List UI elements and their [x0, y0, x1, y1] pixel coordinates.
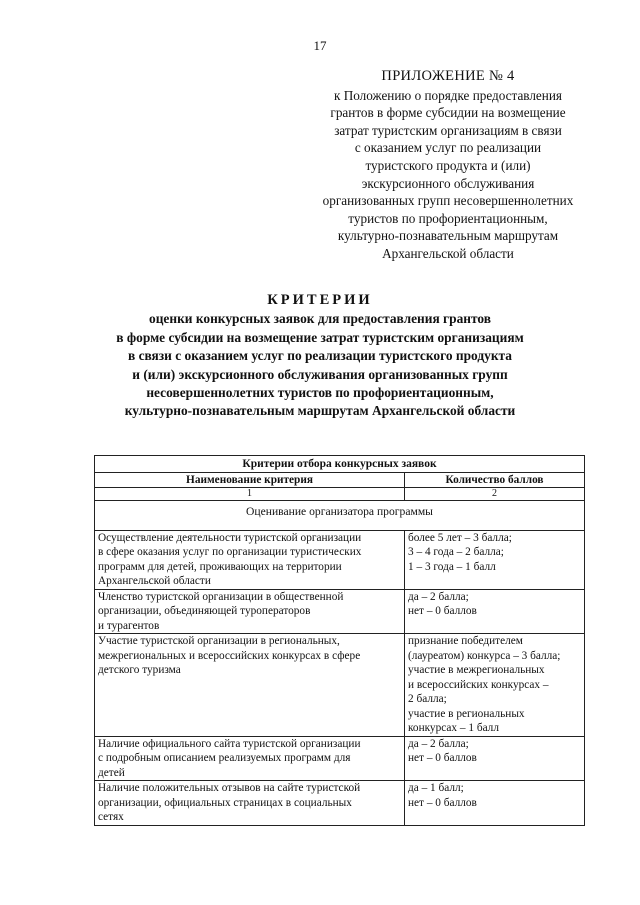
points-line: да – 2 балла; — [408, 737, 469, 750]
page-number: 17 — [313, 38, 327, 53]
section-row — [95, 501, 585, 531]
points-line: участие в региональных — [408, 707, 525, 720]
appendix-block — [298, 68, 598, 263]
appendix-line: туристов по профориентационным, — [348, 210, 548, 226]
criteria-line: в форме субсидии на возмещение затрат туристским организациям — [116, 329, 524, 345]
criteria-title: КРИТЕРИИ — [267, 292, 373, 308]
appendix-line: экскурсионного обслуживания — [361, 175, 535, 191]
criterion-line: Осуществление деятельности туристской организации — [98, 531, 362, 544]
points-cell — [405, 530, 585, 589]
column-header-criterion: Наименование критерия — [95, 472, 405, 488]
criterion-line: Архангельской области — [98, 575, 211, 587]
criterion-line: сетях — [98, 811, 124, 823]
appendix-line: с оказанием услуг по реализации — [354, 140, 542, 156]
criterion-cell — [95, 589, 405, 634]
criterion-line: организации, официальных страницах в социальных — [98, 796, 352, 809]
points-cell — [405, 589, 585, 634]
table-row — [95, 530, 585, 589]
table-row — [95, 736, 585, 781]
appendix-line: грантов в форме субсидии на возмещение — [330, 105, 566, 121]
table-row — [95, 781, 585, 826]
criterion-line: и турагентов — [98, 619, 160, 632]
appendix-line: к Положению о порядке предоставления — [334, 87, 562, 103]
criterion-line: Участие туристской организации в региональных, — [98, 635, 340, 647]
criterion-cell — [95, 530, 405, 589]
appendix-line: организованных групп несовершеннолетних — [322, 193, 574, 209]
criterion-line: Членство туристской организации в общественной — [98, 590, 344, 603]
criteria-line: и (или) экскурсионного обслуживания организованных групп — [132, 366, 508, 382]
points-line: (лауреатом) конкурса – 3 балла; — [408, 649, 561, 662]
appendix-line: туристского продукта и (или) — [365, 157, 531, 173]
criteria-line: культурно-познавательным маршрутам Архангельской области — [124, 403, 516, 419]
points-line: более 5 лет – 3 балла; — [408, 531, 512, 544]
points-line: 1 – 3 года – 1 балл — [408, 560, 496, 573]
points-line: участие в межрегиональных — [408, 664, 545, 676]
criteria-line: оценки конкурсных заявок для предоставления грантов — [149, 311, 491, 327]
column-number-row — [95, 488, 585, 501]
criteria-line: несовершеннолетних туристов по профориентационным, — [146, 385, 494, 401]
table-caption: Критерии отбора конкурсных заявок — [95, 456, 585, 473]
column-number-1: 1 — [95, 488, 405, 501]
criteria-table — [94, 455, 585, 826]
criteria-line: в связи с оказанием услуг по реализации туристского продукта — [127, 348, 512, 364]
points-line: признание победителем — [408, 635, 523, 647]
points-cell — [405, 736, 585, 781]
criteria-heading — [60, 291, 580, 421]
points-line: нет – 0 баллов — [408, 605, 477, 617]
criterion-line: организации, объединяющей туроператоров — [98, 605, 311, 617]
appendix-line: культурно-познавательным маршрутам — [337, 228, 559, 244]
points-line: 3 – 4 года – 2 балла; — [408, 546, 504, 558]
column-number-2: 2 — [405, 488, 585, 501]
points-line: да – 2 балла; — [408, 590, 469, 603]
points-line: и всероссийских конкурсах – — [408, 678, 549, 691]
criterion-line: с подробным описанием реализуемых программ для — [98, 752, 351, 764]
criterion-line: программ для детей, проживающих на территории — [98, 560, 342, 573]
points-cell — [405, 634, 585, 737]
criterion-cell — [95, 781, 405, 826]
points-line: нет – 0 баллов — [408, 796, 477, 809]
table-header-row — [95, 472, 585, 488]
criterion-cell — [95, 736, 405, 781]
criterion-line: детского туризма — [98, 664, 181, 676]
appendix-title: ПРИЛОЖЕНИЕ № 4 — [381, 68, 515, 84]
points-line: нет – 0 баллов — [408, 752, 477, 764]
appendix-line: Архангельской области — [382, 245, 514, 261]
points-line: конкурсах – 1 балл — [408, 722, 499, 734]
criterion-line: межрегиональных и всероссийских конкурсах в сфере — [98, 649, 361, 662]
table-caption-row — [95, 456, 585, 473]
appendix-line: затрат туристским организациям в связи — [334, 122, 562, 138]
criterion-line: детей — [98, 766, 125, 779]
column-header-points: Количество баллов — [405, 472, 585, 488]
criterion-line: в сфере оказания услуг по организации туристических — [98, 546, 362, 558]
table-row — [95, 589, 585, 634]
criterion-line: Наличие положительных отзывов на сайте туристской — [98, 782, 361, 794]
criterion-cell — [95, 634, 405, 737]
section-title: Оценивание организатора программы — [95, 501, 585, 531]
points-line: да – 1 балл; — [408, 782, 464, 794]
criterion-line: Наличие официального сайта туристской организации — [98, 737, 361, 750]
points-cell — [405, 781, 585, 826]
points-line: 2 балла; — [408, 693, 447, 705]
table-row — [95, 634, 585, 737]
